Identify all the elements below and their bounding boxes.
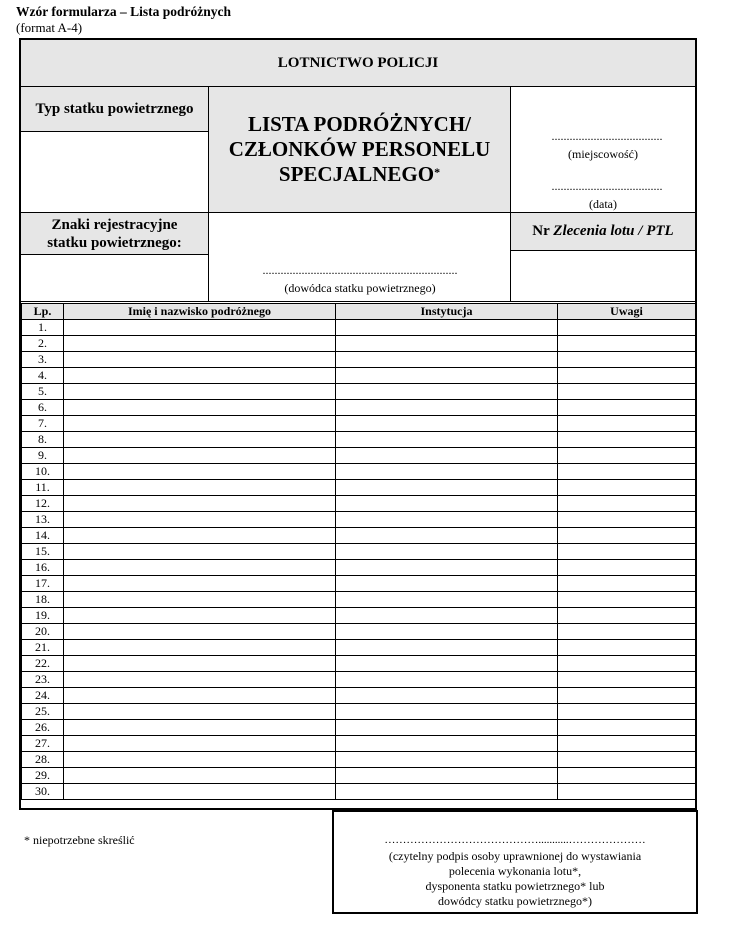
row-notes-cell[interactable] bbox=[558, 512, 696, 528]
row-number: 22. bbox=[22, 656, 64, 672]
row-number: 2. bbox=[22, 336, 64, 352]
row-institution-cell[interactable] bbox=[336, 384, 558, 400]
row-name-cell[interactable] bbox=[64, 384, 336, 400]
row-number: 28. bbox=[22, 752, 64, 768]
order-label-italic: Zlecenia lotu / PTL bbox=[553, 223, 674, 239]
footnote-mark: * bbox=[434, 165, 441, 179]
table-row bbox=[22, 432, 696, 448]
registration-label-line-2: statku powietrznego: bbox=[47, 234, 182, 251]
row-number: 9. bbox=[22, 448, 64, 464]
main-title-line-3: SPECJALNEGO bbox=[278, 162, 435, 186]
row-institution-cell[interactable] bbox=[336, 496, 558, 512]
row-number: 16. bbox=[22, 560, 64, 576]
row-name-cell[interactable] bbox=[64, 704, 336, 720]
main-title bbox=[229, 112, 491, 187]
col-header-institution: Instytucja bbox=[336, 304, 558, 320]
signature-caption bbox=[334, 849, 696, 909]
row-number: 27. bbox=[22, 736, 64, 752]
row-name-cell[interactable] bbox=[64, 768, 336, 784]
row-notes-cell[interactable] bbox=[558, 720, 696, 736]
row-notes-cell[interactable] bbox=[558, 464, 696, 480]
main-title-box bbox=[209, 87, 511, 213]
row-institution-cell[interactable] bbox=[336, 352, 558, 368]
row-notes-cell[interactable] bbox=[558, 608, 696, 624]
signature-caption-line-4: dowódcy statku powietrznego*) bbox=[438, 894, 592, 908]
row-institution-cell[interactable] bbox=[336, 688, 558, 704]
row-name-cell[interactable] bbox=[64, 560, 336, 576]
row-number: 29. bbox=[22, 768, 64, 784]
row-name-cell[interactable] bbox=[64, 512, 336, 528]
row-number: 30. bbox=[22, 784, 64, 800]
row-number: 5. bbox=[22, 384, 64, 400]
row-institution-cell[interactable] bbox=[336, 624, 558, 640]
table-row bbox=[22, 400, 696, 416]
place-caption: (miejscowość) bbox=[568, 147, 638, 161]
table-row bbox=[22, 560, 696, 576]
row-notes-cell[interactable] bbox=[558, 480, 696, 496]
row-number: 8. bbox=[22, 432, 64, 448]
row-institution-cell[interactable] bbox=[336, 752, 558, 768]
table-row bbox=[22, 512, 696, 528]
row-institution-cell[interactable] bbox=[336, 704, 558, 720]
row-institution-cell[interactable] bbox=[336, 576, 558, 592]
table-row bbox=[22, 496, 696, 512]
row-number: 3. bbox=[22, 352, 64, 368]
row-number: 21. bbox=[22, 640, 64, 656]
row-name-cell[interactable] bbox=[64, 544, 336, 560]
col-header-lp: Lp. bbox=[22, 304, 64, 320]
table-row bbox=[22, 752, 696, 768]
table-row bbox=[22, 720, 696, 736]
row-number: 14. bbox=[22, 528, 64, 544]
row-name-cell[interactable] bbox=[64, 720, 336, 736]
row-institution-cell[interactable] bbox=[336, 640, 558, 656]
row-name-cell[interactable] bbox=[64, 528, 336, 544]
row-notes-cell[interactable] bbox=[558, 368, 696, 384]
row-institution-cell[interactable] bbox=[336, 480, 558, 496]
table-row bbox=[22, 704, 696, 720]
order-field[interactable] bbox=[511, 251, 695, 301]
table-row bbox=[22, 688, 696, 704]
row-notes-cell[interactable] bbox=[558, 688, 696, 704]
row-institution-cell[interactable] bbox=[336, 736, 558, 752]
row-name-cell[interactable] bbox=[64, 640, 336, 656]
row-institution-cell[interactable] bbox=[336, 560, 558, 576]
row-institution-cell[interactable] bbox=[336, 592, 558, 608]
row-name-cell[interactable] bbox=[64, 480, 336, 496]
table-row bbox=[22, 624, 696, 640]
table-row bbox=[22, 576, 696, 592]
row-notes-cell[interactable] bbox=[558, 496, 696, 512]
row-name-cell[interactable] bbox=[64, 592, 336, 608]
row-number: 11. bbox=[22, 480, 64, 496]
table-row bbox=[22, 528, 696, 544]
main-title-line-2: CZŁONKÓW PERSONELU bbox=[228, 137, 491, 161]
row-institution-cell[interactable] bbox=[336, 448, 558, 464]
row-number: 7. bbox=[22, 416, 64, 432]
commander-dots[interactable]: ................................................................. bbox=[262, 263, 458, 277]
row-institution-cell[interactable] bbox=[336, 432, 558, 448]
table-row bbox=[22, 368, 696, 384]
row-number: 13. bbox=[22, 512, 64, 528]
row-name-cell[interactable] bbox=[64, 336, 336, 352]
row-name-cell[interactable] bbox=[64, 368, 336, 384]
row-name-cell[interactable] bbox=[64, 608, 336, 624]
row-notes-cell[interactable] bbox=[558, 784, 696, 800]
row-notes-cell[interactable] bbox=[558, 560, 696, 576]
row-institution-cell[interactable] bbox=[336, 336, 558, 352]
row-number: 4. bbox=[22, 368, 64, 384]
table-row bbox=[22, 640, 696, 656]
row-number: 15. bbox=[22, 544, 64, 560]
row-name-cell[interactable] bbox=[64, 320, 336, 336]
row-number: 18. bbox=[22, 592, 64, 608]
table-row bbox=[22, 544, 696, 560]
row-institution-cell[interactable] bbox=[336, 368, 558, 384]
row-notes-cell[interactable] bbox=[558, 544, 696, 560]
row-name-cell[interactable] bbox=[64, 400, 336, 416]
table-row bbox=[22, 448, 696, 464]
row-notes-cell[interactable] bbox=[558, 640, 696, 656]
row-institution-cell[interactable] bbox=[336, 608, 558, 624]
row-number: 17. bbox=[22, 576, 64, 592]
aircraft-type-label: Typ statku powietrznego bbox=[21, 87, 209, 132]
row-name-cell[interactable] bbox=[64, 784, 336, 800]
row-institution-cell[interactable] bbox=[336, 768, 558, 784]
table-header-row bbox=[22, 304, 696, 320]
row-notes-cell[interactable] bbox=[558, 448, 696, 464]
row-name-cell[interactable] bbox=[64, 752, 336, 768]
row-name-cell[interactable] bbox=[64, 464, 336, 480]
row-notes-cell[interactable] bbox=[558, 576, 696, 592]
row-institution-cell[interactable] bbox=[336, 512, 558, 528]
row-number: 24. bbox=[22, 688, 64, 704]
row-number: 20. bbox=[22, 624, 64, 640]
table-row bbox=[22, 320, 696, 336]
passenger-table bbox=[21, 303, 696, 800]
row-notes-cell[interactable] bbox=[558, 416, 696, 432]
row-institution-cell[interactable] bbox=[336, 784, 558, 800]
row-name-cell[interactable] bbox=[64, 352, 336, 368]
row-name-cell[interactable] bbox=[64, 656, 336, 672]
row-notes-cell[interactable] bbox=[558, 320, 696, 336]
row-institution-cell[interactable] bbox=[336, 400, 558, 416]
row-institution-cell[interactable] bbox=[336, 416, 558, 432]
order-label bbox=[511, 213, 695, 251]
row-number: 23. bbox=[22, 672, 64, 688]
row-notes-cell[interactable] bbox=[558, 432, 696, 448]
row-notes-cell[interactable] bbox=[558, 672, 696, 688]
form-frame bbox=[19, 38, 697, 810]
row-name-cell[interactable] bbox=[64, 736, 336, 752]
signature-dots[interactable]: ……………………………………...........………………… bbox=[384, 834, 646, 846]
row-notes-cell[interactable] bbox=[558, 704, 696, 720]
signature-box bbox=[332, 810, 698, 914]
row-notes-cell[interactable] bbox=[558, 384, 696, 400]
row-number: 6. bbox=[22, 400, 64, 416]
aircraft-type-field[interactable] bbox=[21, 132, 209, 213]
registration-field[interactable] bbox=[21, 255, 209, 301]
table-row bbox=[22, 352, 696, 368]
row-notes-cell[interactable] bbox=[558, 736, 696, 752]
table-row bbox=[22, 768, 696, 784]
col-header-notes: Uwagi bbox=[558, 304, 696, 320]
row-name-cell[interactable] bbox=[64, 688, 336, 704]
row-number: 26. bbox=[22, 720, 64, 736]
row-notes-cell[interactable] bbox=[558, 656, 696, 672]
row-notes-cell[interactable] bbox=[558, 624, 696, 640]
row-number: 25. bbox=[22, 704, 64, 720]
commander-caption: (dowódca statku powietrznego) bbox=[284, 281, 436, 295]
row-name-cell[interactable] bbox=[64, 432, 336, 448]
document-title: Wzór formularza – Lista podróżnych bbox=[16, 4, 231, 19]
row-notes-cell[interactable] bbox=[558, 528, 696, 544]
table-row bbox=[22, 416, 696, 432]
order-label-prefix: Nr bbox=[532, 223, 554, 239]
row-name-cell[interactable] bbox=[64, 576, 336, 592]
row-institution-cell[interactable] bbox=[336, 720, 558, 736]
row-institution-cell[interactable] bbox=[336, 528, 558, 544]
row-institution-cell[interactable] bbox=[336, 544, 558, 560]
table-row bbox=[22, 656, 696, 672]
row-institution-cell[interactable] bbox=[336, 320, 558, 336]
row-name-cell[interactable] bbox=[64, 448, 336, 464]
org-name: LOTNICTWO POLICJI bbox=[21, 40, 695, 87]
main-title-line-1: LISTA PODRÓŻNYCH/ bbox=[247, 112, 472, 136]
row-institution-cell[interactable] bbox=[336, 672, 558, 688]
table-row bbox=[22, 608, 696, 624]
row-name-cell[interactable] bbox=[64, 672, 336, 688]
row-name-cell[interactable] bbox=[64, 624, 336, 640]
table-row bbox=[22, 464, 696, 480]
date-caption: (data) bbox=[589, 197, 617, 211]
document-format: (format A-4) bbox=[16, 20, 83, 35]
registration-label-line-1: Znaki rejestracyjne bbox=[51, 216, 178, 233]
table-row bbox=[22, 336, 696, 352]
commander-box bbox=[209, 213, 511, 301]
place-date-box bbox=[511, 87, 695, 213]
row-number: 1. bbox=[22, 320, 64, 336]
row-number: 12. bbox=[22, 496, 64, 512]
row-notes-cell[interactable] bbox=[558, 336, 696, 352]
signature-caption-line-3: dysponenta statku powietrznego* lub bbox=[425, 879, 605, 893]
signature-caption-line-1: (czytelny podpis osoby uprawnionej do wystawiania bbox=[388, 849, 642, 863]
place-dots[interactable]: ..................................... bbox=[551, 129, 663, 143]
table-row bbox=[22, 384, 696, 400]
col-header-name: Imię i nazwisko podróżnego bbox=[64, 304, 336, 320]
row-notes-cell[interactable] bbox=[558, 752, 696, 768]
row-institution-cell[interactable] bbox=[336, 464, 558, 480]
row-notes-cell[interactable] bbox=[558, 768, 696, 784]
table-row bbox=[22, 784, 696, 800]
date-dots[interactable]: ..................................... bbox=[551, 179, 663, 193]
table-row bbox=[22, 592, 696, 608]
table-row bbox=[22, 736, 696, 752]
row-notes-cell[interactable] bbox=[558, 400, 696, 416]
registration-label bbox=[21, 213, 209, 255]
table-row bbox=[22, 672, 696, 688]
row-notes-cell[interactable] bbox=[558, 592, 696, 608]
footnote: * niepotrzebne skreślić bbox=[24, 833, 135, 847]
signature-caption-line-2: polecenia wykonania lotu*, bbox=[448, 864, 582, 878]
table-row bbox=[22, 480, 696, 496]
row-name-cell[interactable] bbox=[64, 416, 336, 432]
row-number: 19. bbox=[22, 608, 64, 624]
row-name-cell[interactable] bbox=[64, 496, 336, 512]
row-number: 10. bbox=[22, 464, 64, 480]
row-notes-cell[interactable] bbox=[558, 352, 696, 368]
row-institution-cell[interactable] bbox=[336, 656, 558, 672]
